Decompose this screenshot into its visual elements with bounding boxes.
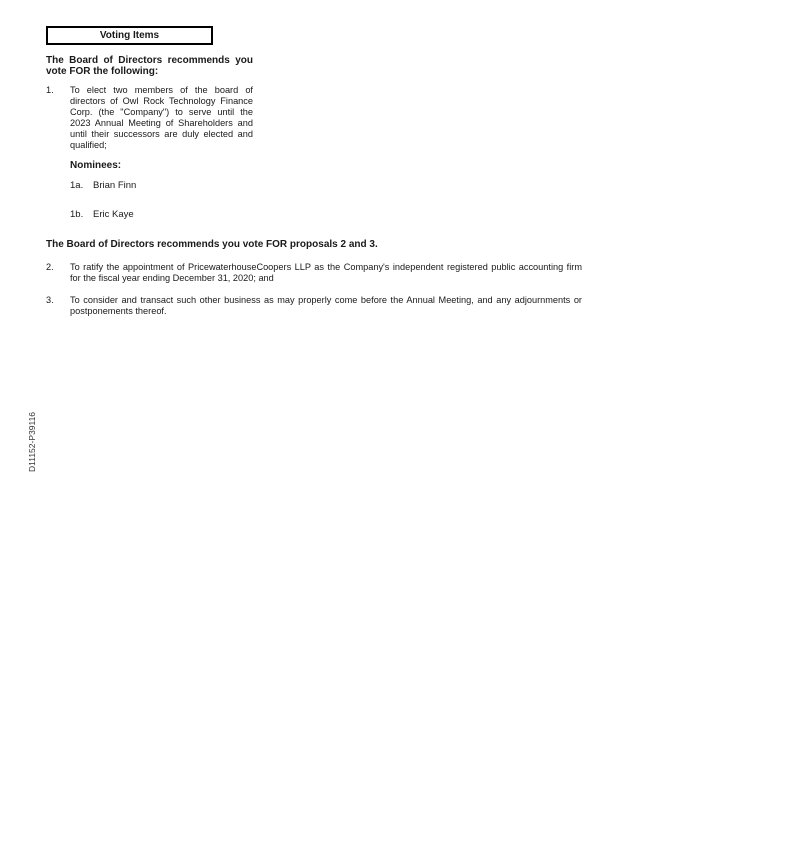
nominee-1b-id: 1b. (70, 209, 84, 220)
nominee-1b-name: Eric Kaye (93, 209, 134, 220)
proposal-2-number: 2. (46, 262, 54, 272)
nominee-1a-id: 1a. (70, 180, 84, 191)
nominees-label: Nominees: (70, 160, 122, 171)
heading-1-line-1: The Board of Directors recommends you (46, 55, 253, 66)
proposal-3-number: 3. (46, 295, 54, 305)
board-recommendation-heading-2: The Board of Directors recommends you vote FOR proposals 2 and 3. (46, 239, 378, 250)
board-recommendation-heading-1 (46, 55, 253, 77)
proposal-3-text: To consider and transact such other business as may properly come before the Annual Meeting, and any adjournments or postponements thereof. (70, 295, 582, 316)
proposal-2-text: To ratify the appointment of PricewaterhouseCoopers LLP as the Company's independent registered public accounting firm for the fiscal year ending December 31, 2020; and (70, 262, 582, 283)
proposal-1-number: 1. (46, 85, 54, 95)
heading-1-line-2: vote FOR the following: (46, 66, 159, 77)
document-code: D11152-P39116 (27, 411, 37, 472)
voting-items-title: Voting Items (46, 26, 213, 45)
nominee-1a-name: Brian Finn (93, 180, 137, 191)
proposal-1-text: To elect two members of the board of directors of Owl Rock Technology Finance Corp. (the "Company") to serve until the 2023 Annual Meeting of Shareholders and until their successors are duly elected and qualified; (70, 85, 253, 150)
nominee-1a (70, 180, 136, 191)
nominee-1b (70, 209, 134, 220)
